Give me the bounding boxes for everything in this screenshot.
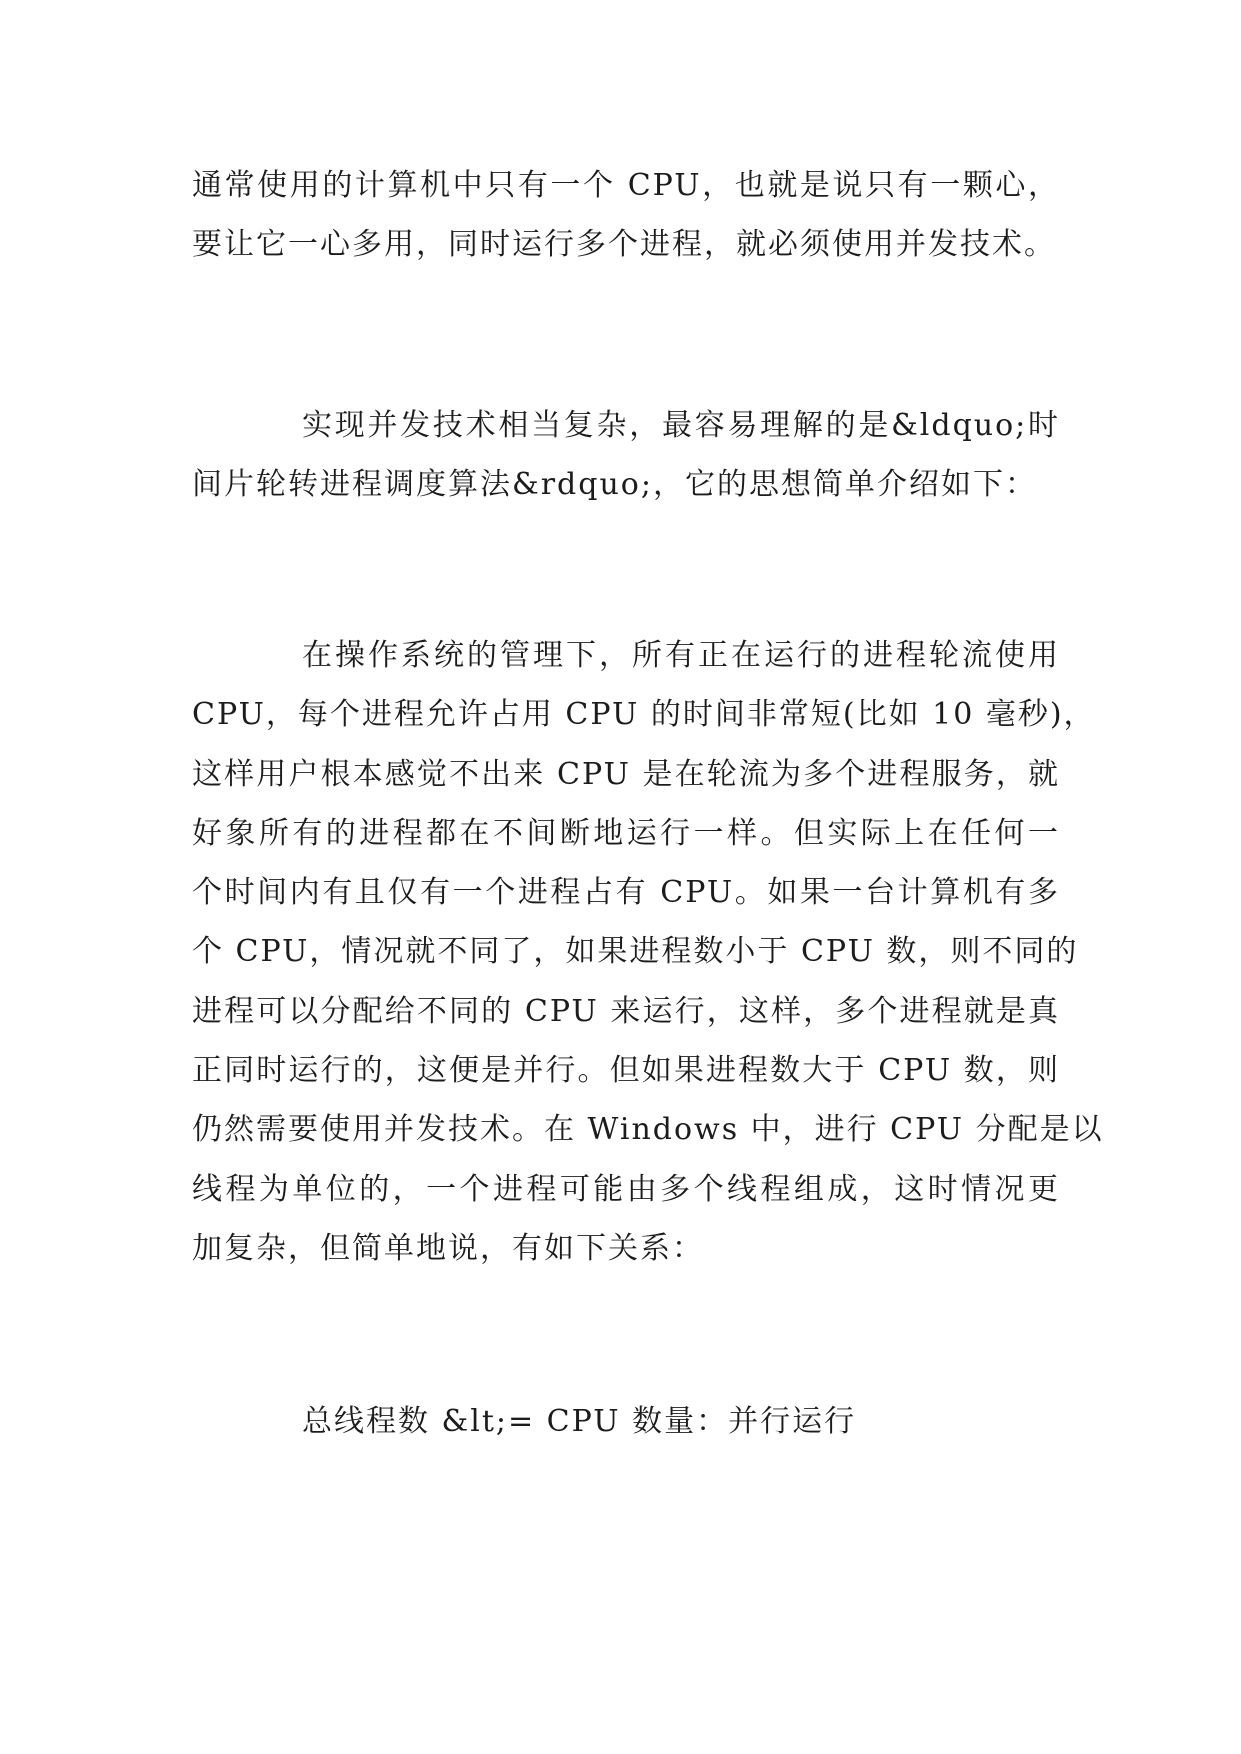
text-line: 个 CPU，情况就不同了，如果进程数小于 CPU 数，则不同的 (192, 934, 1079, 970)
text-line: 这样用户根本感觉不出来 CPU 是在轮流为多个进程服务，就 (192, 756, 1060, 792)
paragraph-relation (192, 1392, 1060, 1451)
text-line: 好象所有的进程都在不间断地运行一样。但实际上在任何一 (192, 815, 1060, 851)
text-line: CPU，每个进程允许占用 CPU 的时间非常短(比如 10 毫秒)， (192, 697, 1096, 733)
text-line: 间片轮转进程调度算法&rdquo;，它的思想简单介绍如下： (192, 467, 1037, 503)
text-line: 进程可以分配给不同的 CPU 来运行，这样，多个进程就是真 (192, 993, 1060, 1029)
paragraph-single-cpu (192, 156, 1060, 275)
text-line: 在操作系统的管理下，所有正在运行的进程轮流使用 (302, 638, 1060, 673)
text-line: 通常使用的计算机中只有一个 CPU，也就是说只有一颗心， (192, 168, 1060, 203)
text-line: 实现并发技术相当复杂，最容易理解的是&ldquo;时 (302, 408, 1060, 443)
text-line: 总线程数 &lt;= CPU 数量：并行运行 (302, 1404, 857, 1439)
paragraph-scheduling (192, 626, 1104, 1278)
text-line: 线程为单位的，一个进程可能由多个线程组成，这时情况更 (192, 1171, 1060, 1207)
text-line: 加复杂，但简单地说，有如下关系： (192, 1230, 704, 1266)
text-line: 正同时运行的，这便是并行。但如果进程数大于 CPU 数，则 (192, 1053, 1060, 1089)
text-line: 个时间内有且仅有一个进程占有 CPU。如果一台计算机有多 (192, 875, 1060, 911)
text-line: 仍然需要使用并发技术。在 Windows 中，进行 CPU 分配是以 (192, 1112, 1104, 1148)
text-line: 要让它一心多用，同时运行多个进程，就必须使用并发技术。 (192, 227, 1056, 263)
paragraph-time-slice (192, 396, 1060, 515)
